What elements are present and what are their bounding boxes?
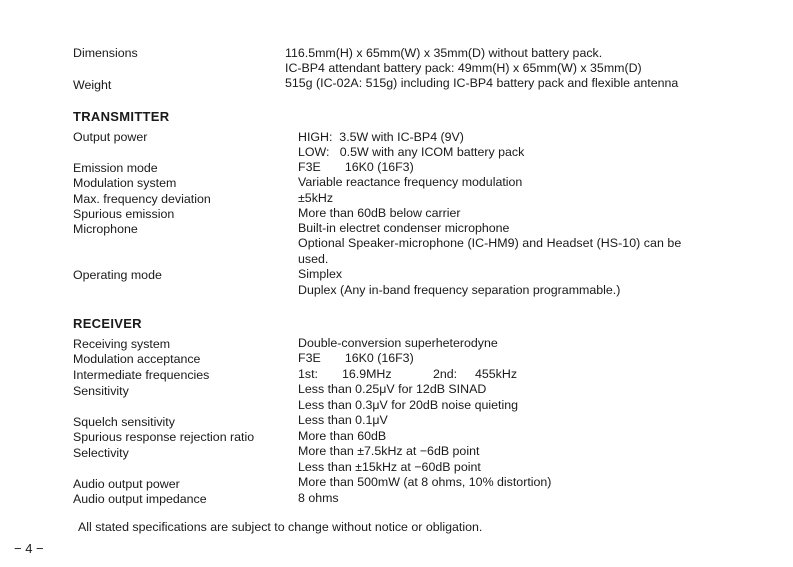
sensitivity-label: Sensitivity [73, 384, 129, 398]
audio-output-power-label: Audio output power [73, 477, 180, 491]
emission-mode-label: Emission mode [73, 161, 158, 175]
if-second-label: 2nd: [433, 367, 458, 381]
output-power-high: HIGH: 3.5W with IC-BP4 (9V) [298, 130, 464, 144]
microphone-optional-cont: used. [298, 252, 329, 266]
microphone-optional: Optional Speaker-microphone (IC-HM9) and Headset (HS-10) can be [298, 236, 682, 250]
receiving-system-label: Receiving system [73, 337, 171, 351]
selectivity-label: Selectivity [73, 446, 129, 460]
receiver-heading: RECEIVER [73, 316, 142, 331]
intermediate-frequencies-label: Intermediate frequencies [73, 368, 210, 382]
microphone-label: Microphone [73, 222, 138, 236]
if-second-value: 455kHz [475, 367, 518, 381]
squelch-sensitivity-label: Squelch sensitivity [73, 415, 175, 429]
operating-mode-simplex: Simplex [298, 267, 343, 281]
dimensions-value-battery: IC-BP4 attendant battery pack: 49mm(H) x 65mm(W) x 35mm(D) [285, 61, 642, 75]
audio-output-power-value: More than 500mW (at 8 ohms, 10% distortion) [298, 475, 552, 489]
if-first-label: 1st: [298, 367, 318, 381]
sensitivity-sinad: Less than 0.25μV for 12dB SINAD [298, 382, 487, 396]
weight-value: 515g (IC-02A: 515g) including IC-BP4 battery pack and flexible antenna [285, 76, 679, 90]
spurious-emission-label: Spurious emission [73, 207, 175, 221]
selectivity-60db: Less than ±15kHz at −60dB point [298, 460, 481, 474]
dimensions-value: 116.5mm(H) x 65mm(W) x 35mm(D) without battery pack. [285, 46, 603, 60]
squelch-sensitivity-value: Less than 0.1μV [298, 413, 388, 427]
output-power-label: Output power [73, 130, 148, 144]
spurious-emission-value: More than 60dB below carrier [298, 206, 461, 220]
max-deviation-value: ±5kHz [298, 191, 334, 205]
modulation-acceptance-value: F3E 16K0 (16F3) [298, 351, 414, 365]
specifications-notice: All stated specifications are subject to change without notice or obligation. [78, 520, 483, 534]
transmitter-heading: TRANSMITTER [73, 109, 170, 124]
spurious-rejection-value: More than 60dB [298, 429, 387, 443]
page-number: − 4 − [14, 541, 44, 556]
operating-mode-label: Operating mode [73, 268, 162, 282]
modulation-acceptance-label: Modulation acceptance [73, 352, 201, 366]
spurious-rejection-label: Spurious response rejection ratio [73, 430, 255, 444]
sensitivity-quieting: Less than 0.3μV for 20dB noise quieting [298, 398, 518, 412]
operating-mode-duplex: Duplex (Any in-band frequency separation programmable.) [298, 283, 621, 297]
output-power-low: LOW: 0.5W with any ICOM battery pack [298, 145, 525, 159]
microphone-value: Built-in electret condenser microphone [298, 221, 510, 235]
receiving-system-value: Double-conversion superheterodyne [298, 336, 498, 350]
modulation-system-label: Modulation system [73, 176, 177, 190]
if-first-value: 16.9MHz [342, 367, 392, 381]
emission-mode-value: F3E 16K0 (16F3) [298, 160, 414, 174]
audio-output-impedance-label: Audio output impedance [73, 492, 207, 506]
selectivity-6db: More than ±7.5kHz at −6dB point [298, 444, 480, 458]
modulation-system-value: Variable reactance frequency modulation [298, 175, 523, 189]
weight-label: Weight [73, 78, 112, 92]
audio-output-impedance-value: 8 ohms [298, 491, 339, 505]
max-deviation-label: Max. frequency deviation [73, 192, 211, 206]
dimensions-label: Dimensions [73, 46, 138, 60]
